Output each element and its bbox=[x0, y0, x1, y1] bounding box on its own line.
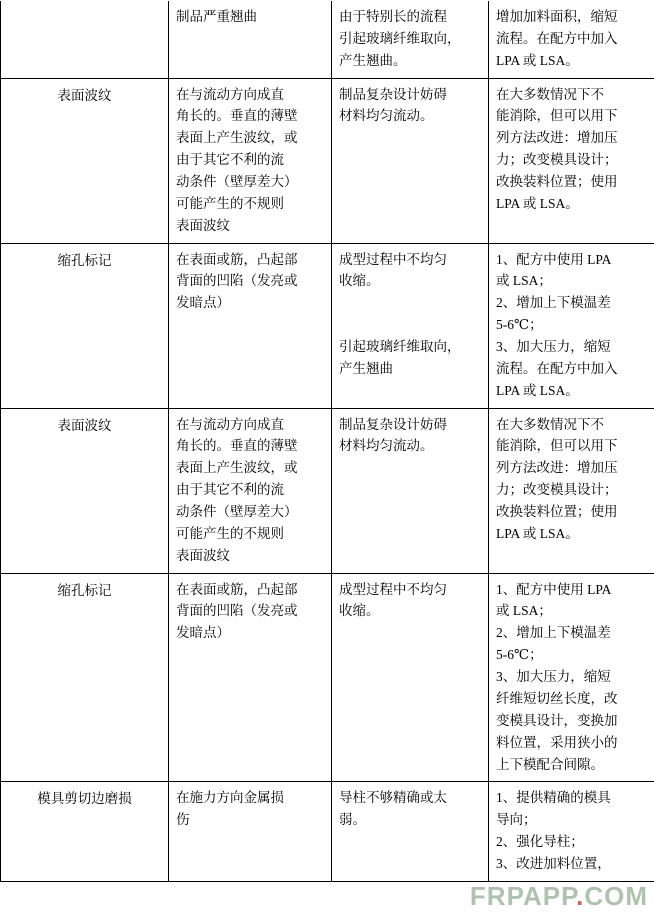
description-line: 由于其它不利的流 bbox=[176, 152, 284, 168]
cause-line: 制品复杂设计妨碍 bbox=[339, 86, 447, 102]
description-line: 在与流动方向成直 bbox=[176, 416, 284, 432]
remedy-line: 列方法改进：增加压 bbox=[496, 460, 618, 476]
description-line: 角长的。垂直的薄壁 bbox=[176, 438, 298, 454]
cell-remedy bbox=[489, 408, 654, 573]
remedy-line: 上下模配合间隙。 bbox=[496, 756, 604, 772]
table-row bbox=[1, 78, 654, 243]
remedy-line: 或 LSA； bbox=[496, 273, 552, 289]
description-line: 发暗点） bbox=[176, 295, 230, 311]
remedy-line: 流程。在配方中加入 bbox=[496, 360, 618, 376]
table-row bbox=[1, 782, 654, 881]
cell-description bbox=[169, 243, 332, 408]
remedy-line: 2、强化导柱； bbox=[496, 834, 584, 850]
description-line: 在施力方向金属损 bbox=[176, 790, 284, 806]
remedy-line: 在大多数情况下不 bbox=[496, 416, 604, 432]
cell-cause bbox=[332, 78, 489, 243]
cause-line: 由于特别长的流程 bbox=[339, 9, 447, 24]
remedy-line: 1、配方中使用 LPA bbox=[496, 251, 612, 267]
cell-description bbox=[169, 78, 332, 243]
cell-description bbox=[169, 1, 332, 79]
remedy-line: 力；改变模具设计； bbox=[496, 482, 618, 498]
cause-line: 导柱不够精确或太 bbox=[339, 790, 447, 806]
description-line: 伤 bbox=[176, 812, 190, 828]
watermark-suffix: COM bbox=[584, 881, 648, 911]
remedy-line: 1、提供精确的模具 bbox=[496, 790, 611, 806]
description-line: 制品严重翘曲 bbox=[176, 9, 257, 24]
remedy-line: LPA 或 LSA。 bbox=[496, 52, 579, 68]
watermark bbox=[470, 881, 648, 912]
cell-description bbox=[169, 573, 332, 782]
cause-line: 引起玻璃纤维取向， bbox=[339, 339, 461, 355]
remedy-line: 增加加料面积，缩短 bbox=[496, 9, 618, 24]
cell-defect-name bbox=[1, 243, 169, 408]
cell-cause bbox=[332, 782, 489, 881]
remedy-line: 列方法改进：增加压 bbox=[496, 130, 618, 146]
cause-line: 成型过程中不均匀 bbox=[339, 251, 447, 267]
table-row bbox=[1, 408, 654, 573]
cause-line: 产生翘曲 bbox=[339, 360, 393, 376]
description-line: 背面的凹陷（发亮或 bbox=[176, 603, 298, 619]
cell-remedy bbox=[489, 78, 654, 243]
page-top-edge bbox=[0, 0, 654, 1]
cell-cause bbox=[332, 573, 489, 782]
cell-defect-name bbox=[1, 782, 169, 881]
cause-line: 材料均匀流动。 bbox=[339, 438, 434, 454]
remedy-line: 3、加大压力，缩短 bbox=[496, 669, 611, 685]
defect-name-text: 表面波纹 bbox=[57, 87, 112, 103]
cell-defect-name bbox=[1, 1, 169, 79]
remedy-line: 或 LSA； bbox=[496, 603, 552, 619]
description-line: 动条件（壁厚差大） bbox=[176, 174, 298, 190]
cell-defect-name bbox=[1, 408, 169, 573]
table-row bbox=[1, 1, 654, 79]
description-line: 背面的凹陷（发亮或 bbox=[176, 273, 298, 289]
description-line: 动条件（壁厚差大） bbox=[176, 504, 298, 520]
remedy-line: 5-6℃； bbox=[496, 317, 543, 333]
cell-remedy bbox=[489, 243, 654, 408]
description-line: 在表面或筋，凸起部 bbox=[176, 581, 298, 597]
cell-cause bbox=[332, 243, 489, 408]
remedy-line: LPA 或 LSA。 bbox=[496, 382, 579, 398]
remedy-line: 导向； bbox=[496, 812, 537, 828]
remedy-line: 5-6℃； bbox=[496, 647, 543, 663]
cell-cause bbox=[332, 408, 489, 573]
cell-remedy bbox=[489, 573, 654, 782]
remedy-line: 2、增加上下模温差 bbox=[496, 625, 611, 641]
description-line: 由于其它不利的流 bbox=[176, 482, 284, 498]
remedy-line: 纤维短切丝长度，改 bbox=[496, 690, 618, 706]
remedy-line: LPA 或 LSA。 bbox=[496, 525, 579, 541]
defect-name-text: 缩孔标记 bbox=[57, 582, 112, 598]
defect-name-text bbox=[8, 6, 161, 7]
cell-description bbox=[169, 408, 332, 573]
cause-line: 收缩。 bbox=[339, 273, 380, 289]
cell-remedy bbox=[489, 1, 654, 79]
cause-line: 成型过程中不均匀 bbox=[339, 581, 447, 597]
cause-line: 产生翘曲。 bbox=[339, 52, 407, 68]
description-line: 表面上产生波纹，或 bbox=[176, 130, 298, 146]
cause-line: 收缩。 bbox=[339, 603, 380, 619]
cell-defect-name bbox=[1, 573, 169, 782]
remedy-line: 2、增加上下模温差 bbox=[496, 295, 611, 311]
defect-name-text: 模具剪切边磨损 bbox=[37, 791, 132, 807]
cell-remedy bbox=[489, 782, 654, 881]
cell-cause bbox=[332, 1, 489, 79]
table-row bbox=[1, 243, 654, 408]
remedy-line: 力；改变模具设计； bbox=[496, 152, 618, 168]
remedy-line: 3、改进加料位置， bbox=[496, 855, 611, 871]
remedy-line: 3、加大压力，缩短 bbox=[496, 339, 611, 355]
description-line: 表面波纹 bbox=[176, 547, 230, 563]
remedy-line: 改换装料位置；使用 bbox=[496, 504, 618, 520]
remedy-line: 能消除，但可以用下 bbox=[496, 438, 618, 454]
cell-defect-name bbox=[1, 78, 169, 243]
description-line: 表面波纹 bbox=[176, 217, 230, 233]
remedy-line: 改换装料位置；使用 bbox=[496, 174, 618, 190]
remedy-line: 料位置，采用狭小的 bbox=[496, 734, 618, 750]
cause-blank-line bbox=[339, 314, 481, 336]
defect-name-text: 缩孔标记 bbox=[57, 252, 112, 268]
cause-line: 引起玻璃纤维取向， bbox=[339, 30, 461, 46]
watermark-dot: . bbox=[576, 881, 585, 911]
description-line: 表面上产生波纹，或 bbox=[176, 460, 298, 476]
description-line: 在表面或筋，凸起部 bbox=[176, 251, 298, 267]
description-line: 在与流动方向成直 bbox=[176, 86, 284, 102]
remedy-line: 能消除，但可以用下 bbox=[496, 108, 618, 124]
remedy-line: 在大多数情况下不 bbox=[496, 86, 604, 102]
cause-line: 弱。 bbox=[339, 812, 366, 828]
remedy-line: 流程。在配方中加入 bbox=[496, 30, 618, 46]
cause-line: 制品复杂设计妨碍 bbox=[339, 416, 447, 432]
defect-name-text: 表面波纹 bbox=[57, 417, 112, 433]
description-line: 角长的。垂直的薄壁 bbox=[176, 108, 298, 124]
table-row bbox=[1, 573, 654, 782]
remedy-line: 变模具设计，变换加 bbox=[496, 712, 618, 728]
remedy-line: LPA 或 LSA。 bbox=[496, 195, 579, 211]
watermark-prefix: FRPAPP bbox=[469, 881, 577, 911]
cause-line: 材料均匀流动。 bbox=[339, 108, 434, 124]
description-line: 可能产生的不规则 bbox=[176, 525, 284, 541]
cell-description bbox=[169, 782, 332, 881]
description-line: 可能产生的不规则 bbox=[176, 195, 284, 211]
remedy-line: 1、配方中使用 LPA bbox=[496, 581, 612, 597]
cause-blank-line bbox=[339, 292, 481, 314]
description-line: 发暗点） bbox=[176, 625, 230, 641]
